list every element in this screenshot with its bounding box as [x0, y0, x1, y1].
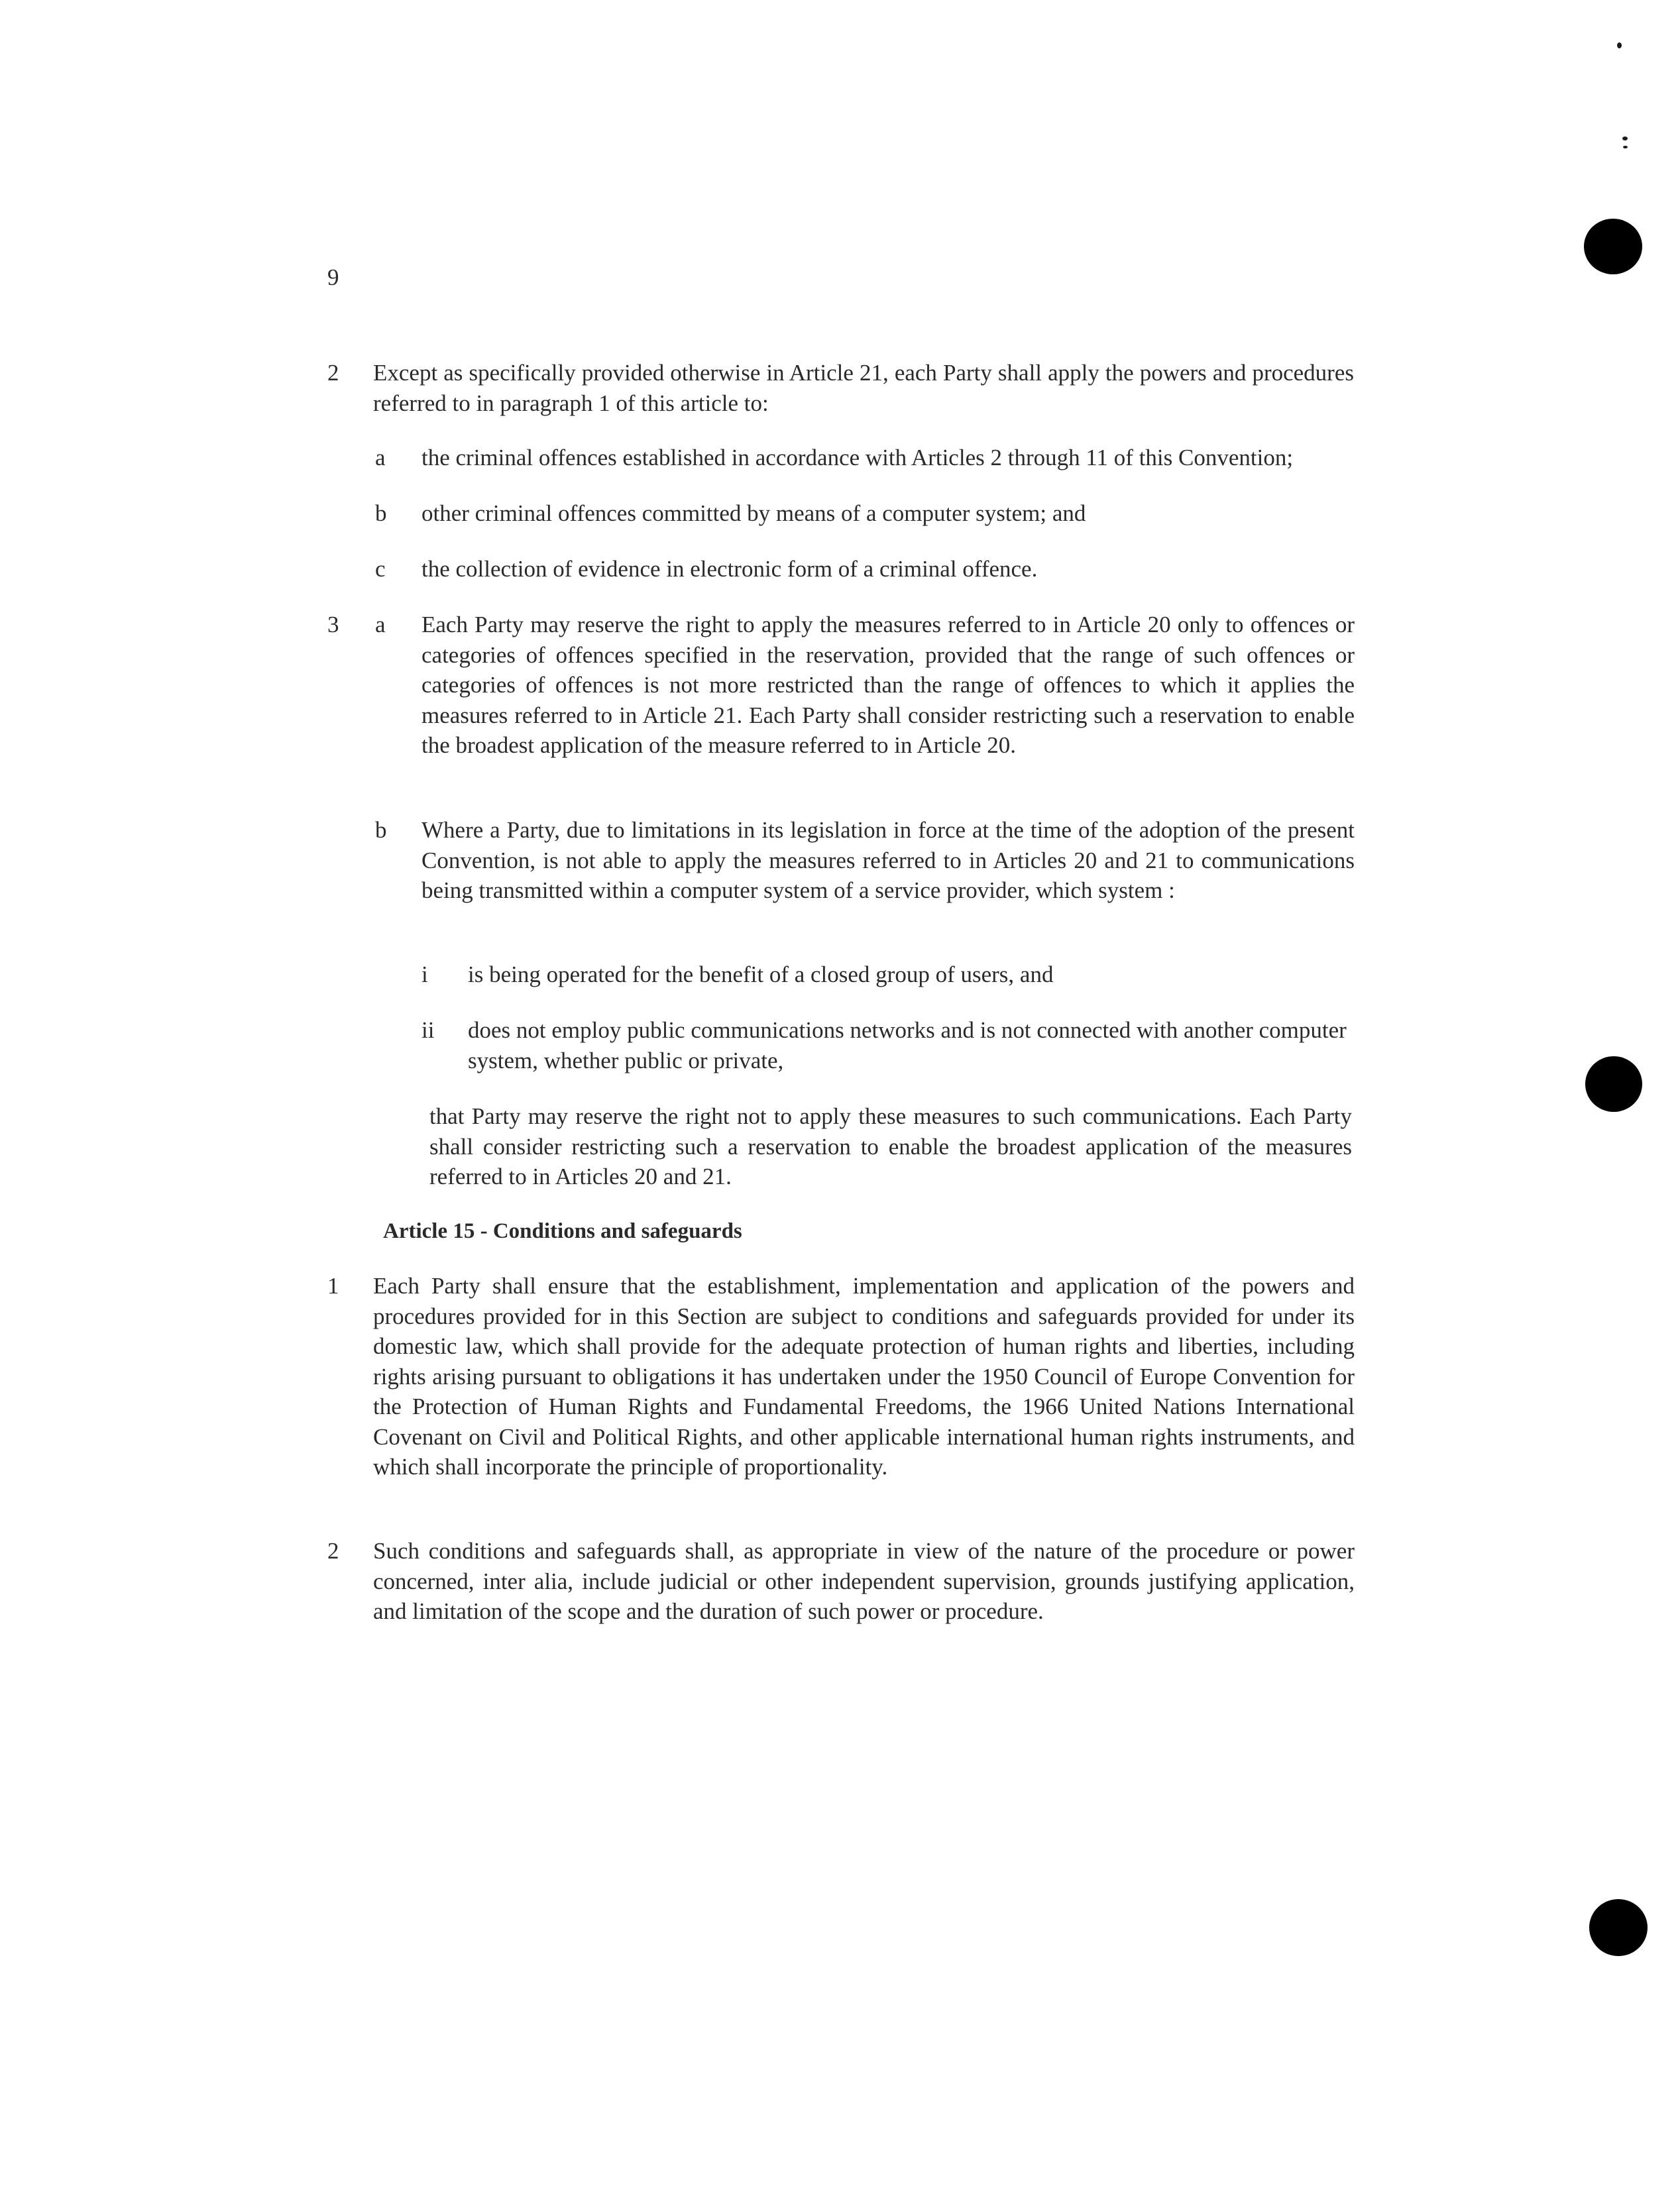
item-text: Each Party may reserve the right to apply the measures referred to in Article 20 only to offences or categories of offences specified in the reservation, provided that the range of such offences or categories of offences is not more restricted than the range of offences to which it applies the measures referred to in Article 21. Each Party shall consider restricting such a reservation to enable the broadest application of the measure referred to in Article 20. — [421, 612, 1355, 758]
scan-speck — [1623, 146, 1628, 148]
paragraph-text: Such conditions and safeguards shall, as appropriate in view of the nature of the procedure or power concerned, inter alia, include judicial or other independent supervision, grounds justifying application, and limitation of the scope and the duration of such power or procedure. — [373, 1538, 1355, 1624]
item-text: Where a Party, due to limitations in its legislation in force at the time of the adoption of the present Convention, is not able to apply the measures referred to in Articles 20 and 21 to communications being transmitted within a computer system of a service provider, which system : — [421, 817, 1355, 903]
item-label: c — [375, 556, 386, 582]
page-number: 9 — [327, 264, 339, 290]
paragraph-text: Except as specifically provided otherwise in Article 21, each Party shall apply the powers and procedures referred to in paragraph 1 of this article to: — [373, 360, 1354, 416]
paragraph-number: 2 — [327, 1538, 339, 1564]
item-label: a — [375, 445, 386, 470]
scan-speck — [1622, 137, 1628, 140]
article-heading: Article 15 - Conditions and safeguards — [383, 1219, 742, 1243]
item-text: the collection of evidence in electronic form of a criminal offence. — [421, 556, 1038, 582]
punch-hole-mark — [1584, 219, 1642, 274]
sub-item-label: i — [421, 961, 428, 987]
paragraph-number: 3 — [327, 612, 339, 637]
item-label: a — [375, 612, 386, 637]
item-label: b — [375, 500, 387, 526]
paragraph-text: Each Party shall ensure that the establishment, implementation and application of the powers and procedures provided for in this Section are subject to conditions and safeguards provided for under its domestic law, which shall provide for the adequate protection of human rights and liberties, including rights arising pursuant to obligations it has undertaken under the 1950 Council of Europe Convention for the Protection of Human Rights and Fundamental Freedoms, the 1966 United Nations International Covenant on Civil and Political Rights, and other applicable international human rights instruments, and which shall incorporate the principle of proportionality. — [373, 1273, 1355, 1480]
sub-item-text: does not employ public communications networks and is not connected with another computer system, whether public or private, — [468, 1017, 1347, 1073]
item-label: b — [375, 817, 387, 843]
punch-hole-mark — [1585, 1056, 1642, 1112]
closing-text: that Party may reserve the right not to apply these measures to such communications. Each Party shall consider restricting such a reservation to enable the broadest application of the measures referred to in Articles 20 and 21. — [429, 1103, 1352, 1189]
punch-hole-mark — [1589, 1899, 1648, 1956]
scan-speck — [1617, 42, 1622, 48]
sub-item-text: is being operated for the benefit of a closed group of users, and — [468, 961, 1054, 987]
paragraph-number: 1 — [327, 1273, 339, 1299]
paragraph-number: 2 — [327, 360, 339, 386]
sub-item-label: ii — [421, 1017, 435, 1043]
item-text: other criminal offences committed by means of a computer system; and — [421, 500, 1086, 526]
item-text: the criminal offences established in accordance with Articles 2 through 11 of this Convention; — [421, 445, 1294, 470]
